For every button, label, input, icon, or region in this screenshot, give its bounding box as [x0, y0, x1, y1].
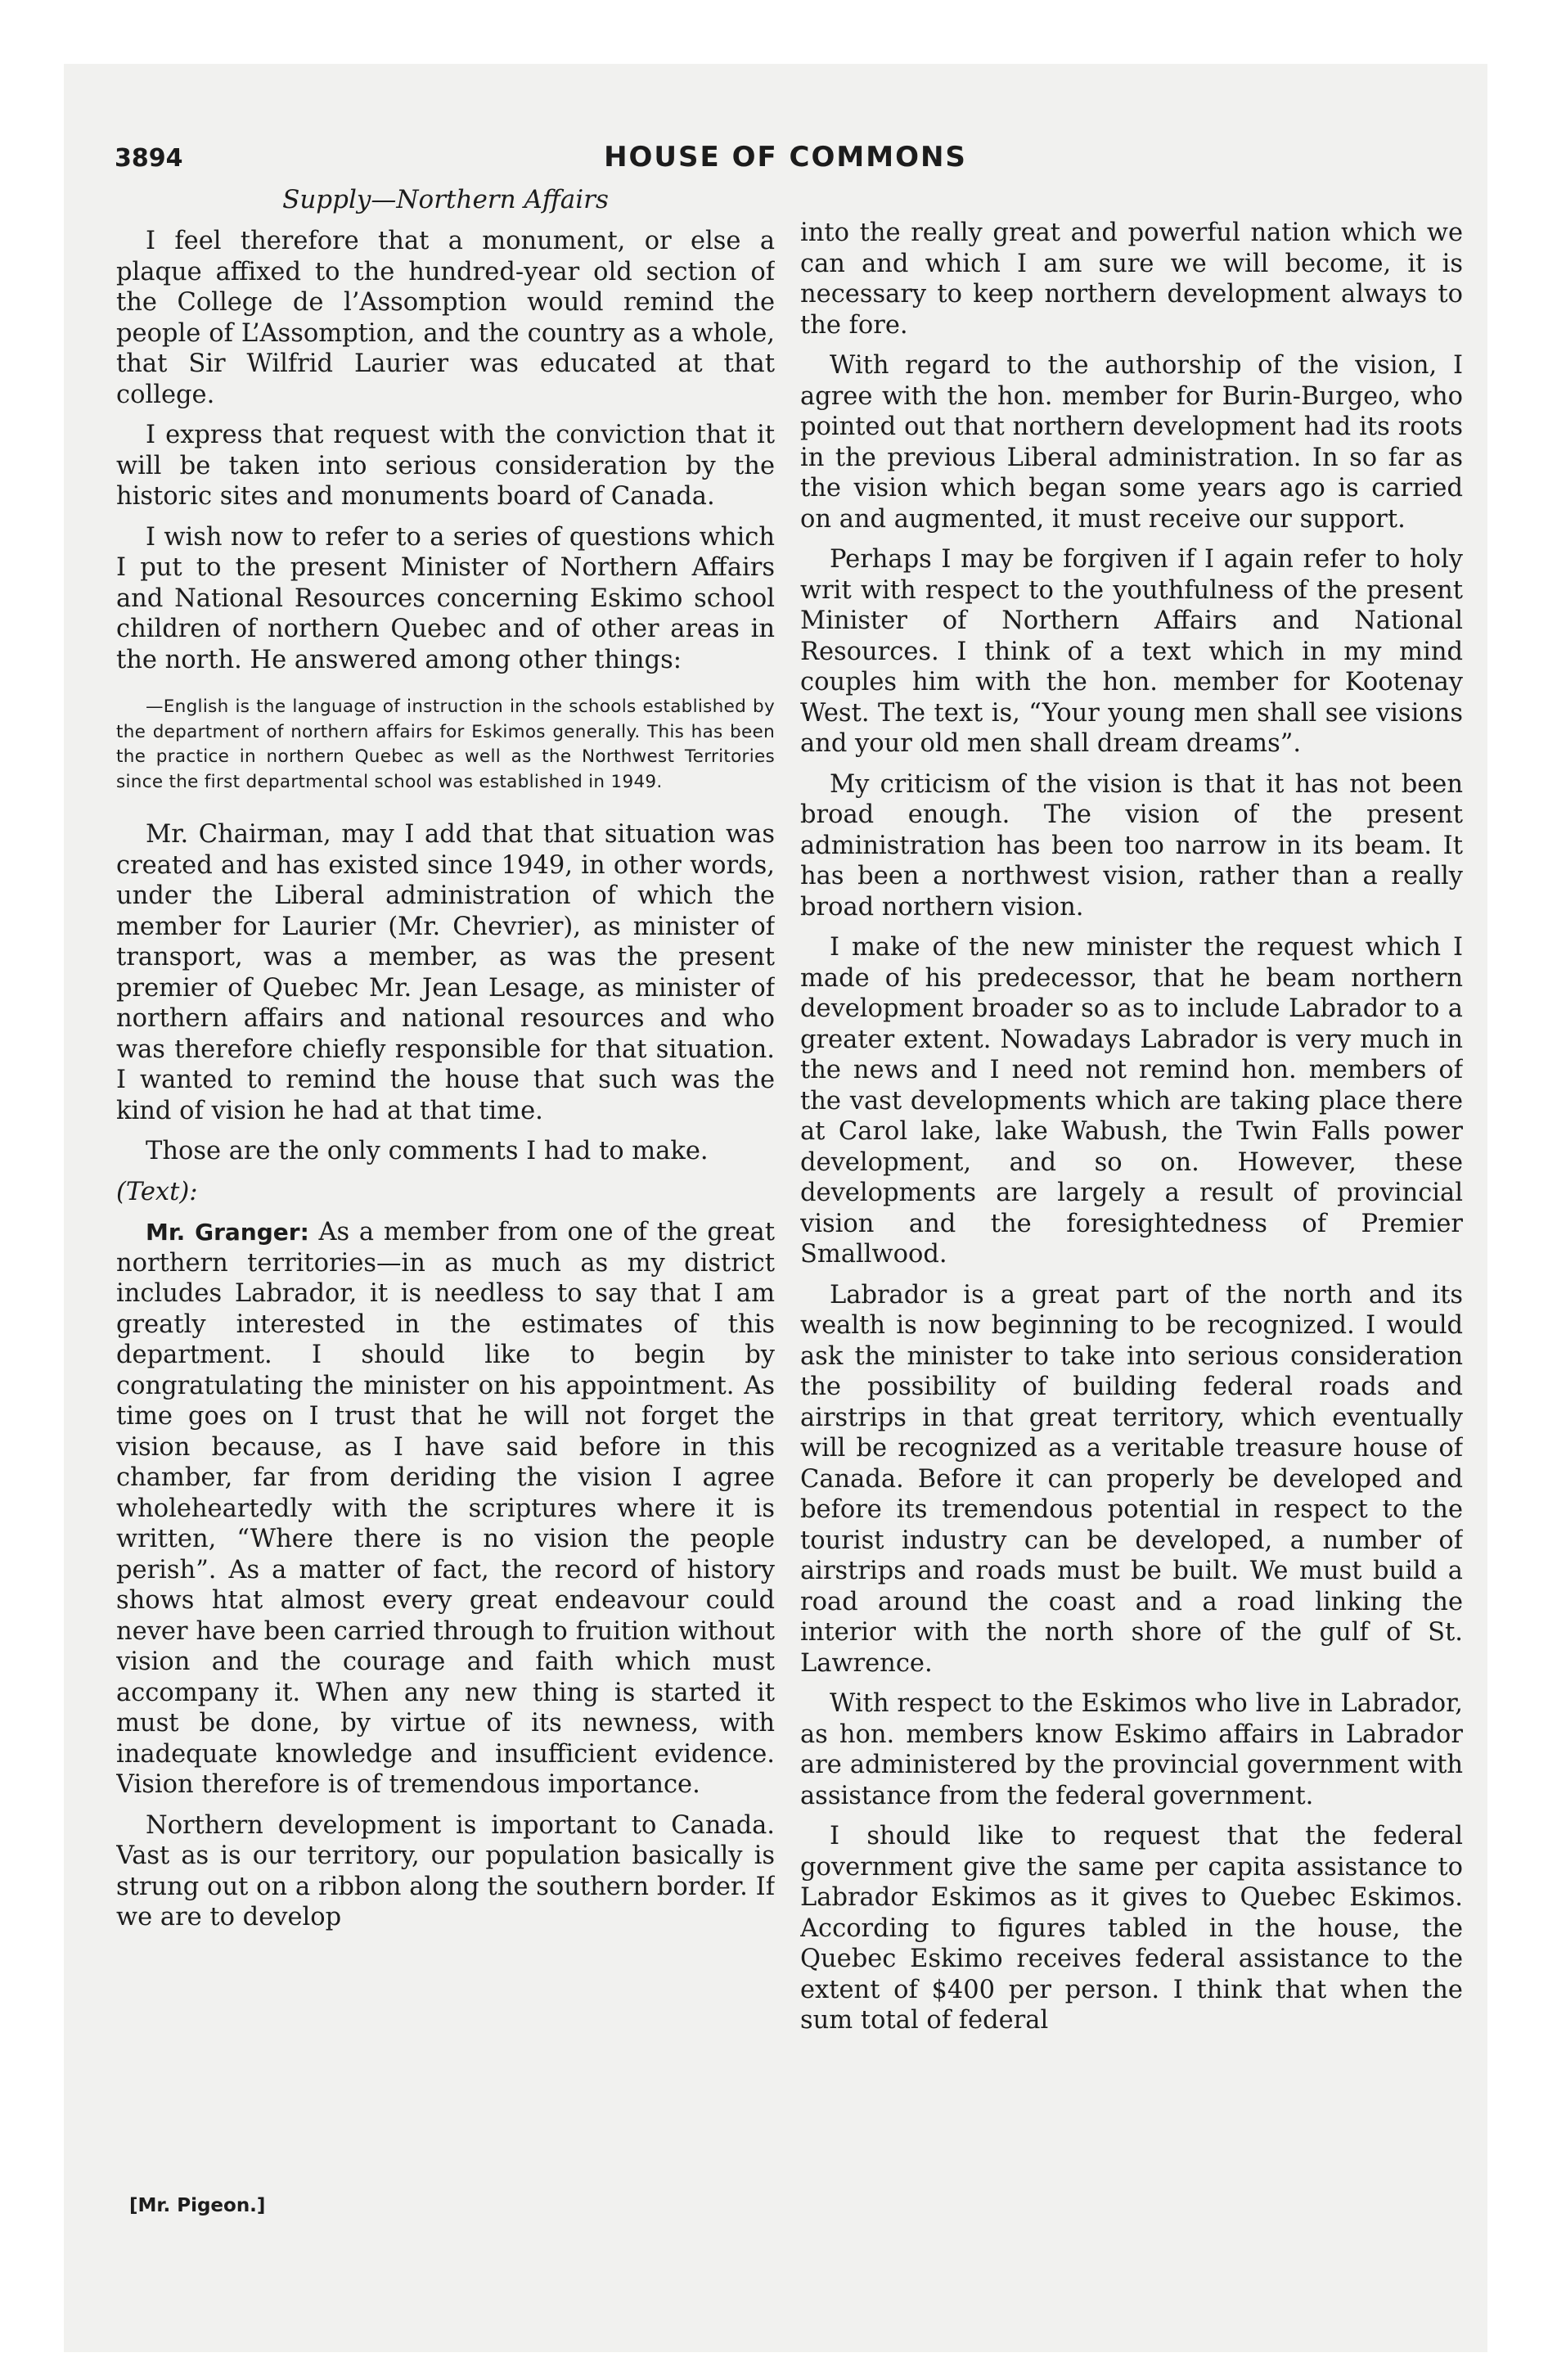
paragraph: Those are the only comments I had to make.	[146, 1137, 709, 1166]
paragraph: I make of the new minister the request which I made of his predecessor, that he beam northern development broader so as to include Labrador to a greater extent. Nowadays Labrador is very much in the news and I need not remind hon. members of the vast developments which are taking place there at Carol lake, lake Wabush, the Twin Falls power development, and so on. However, these developments are largely a result of provincial vision and the foresightedness of Premier Smallwood.	[800, 933, 1463, 1269]
text-marker-line	[116, 1177, 775, 1208]
paragraph: With respect to the Eskimos who live in Labrador, as hon. members know Eskimo affairs in Labrador are administered by the provincial government with assistance from the federal government.	[800, 1689, 1463, 1810]
running-head: HOUSE OF COMMONS	[604, 141, 967, 174]
paragraph: I feel therefore that a monument, or else a plaque affixed to the hundred-year old section of the College de l’Assomption would remind the people of L’Assomption, and the country as a whole, that Sir Wilfrid Laurier was educated at that college.	[116, 227, 775, 409]
speaker-paragraph	[116, 1217, 775, 1801]
paragraph: Mr. Chairman, may I add that that situation was created and has existed since 1949, in other words, under the Liberal administration of which the member for Laurier (Mr. Chevrier), as minister of transport, was a member, as was the present premier of Quebec Mr. Jean Lesage, as minister of northern affairs and national resources and who was therefore chiefly responsible for that situation. I wanted to remind the house that such was the kind of vision he had at that time.	[116, 820, 775, 1125]
paragraph: Perhaps I may be forgiven if I again refer to holy writ with respect to the youthfulness of the present Minister of Northern Affairs and National Resources. I think of a text which in my mind couples him with the hon. member for Kootenay West. The text is, “Your young men shall see visions and your old men shall dream dreams”.	[800, 545, 1463, 758]
paragraph: With regard to the authorship of the vision, I agree with the hon. member for Burin-Burgeo, who pointed out that northern development had its roots in the previous Liberal administration. In so far as the vision which began some years ago is carried on and augmented, it must receive our support.	[800, 351, 1463, 534]
page-number: 3894	[115, 144, 183, 173]
footer-attribution: [Mr. Pigeon.]	[129, 2195, 266, 2216]
page-header	[115, 141, 1456, 183]
block-quote: —English is the language of instruction in the schools established by the department of northern affairs for Eskimos generally. This has been the practice in northern Quebec as well as the Northwest Territories since the first departmental school was established in 1949.	[116, 696, 775, 792]
paragraph: My criticism of the vision is that it has not been broad enough. The vision of the present administration has been too narrow in its beam. It has been a northwest vision, rather than a really broad northern vision.	[800, 769, 1463, 922]
paragraph: into the really great and powerful nation which we can and which I am sure we will become, it is necessary to keep northern development always to the fore.	[800, 219, 1463, 340]
text-marker: (Text):	[116, 1177, 198, 1206]
paragraph: I wish now to refer to a series of questions which I put to the present Minister of Northern Affairs and National Resources concerning Eskimo school children of northern Quebec and of other areas in the north. He answered among other things:	[116, 522, 775, 674]
paragraph: I express that request with the conviction that it will be taken into serious consideration by the historic sites and monuments board of Canada.	[116, 421, 775, 511]
paragraph: Labrador is a great part of the north and its wealth is now beginning to be recognized. I would ask the minister to take into serious consideration the possibility of building federal roads and airstrips in that great territory, which eventually will be recognized as a veritable treasure house of Canada. Before it can properly be developed and before its tremendous potential in respect to the tourist industry can be developed, a number of airstrips and roads must be built. We must build a road around the coast and a road linking the interior with the north shore of the gulf of St. Lawrence.	[800, 1280, 1463, 1678]
right-column	[800, 218, 1463, 2290]
paragraph: I should like to request that the federal government give the same per capita assistance to Labrador Eskimos as it gives to Quebec Eskimos. According to figures tabled in the house, the Quebec Eskimo receives federal assistance to the extent of $400 per person. I think that when the sum total of federal	[800, 1822, 1463, 2035]
speech-text: As a member from one of the great northern territories—in as much as my district includes Labrador, it is needless to say that I am greatly interested in the estimates of this department. I should like to begin by congratulating the minister on his appointment. As time goes on I trust that he will not forget the vision because, as I have said before in this chamber, far from deriding the vision I agree wholeheartedly with the scriptures where it is written, “Where there is no vision the people perish”. As a matter of fact, the record of history shows htat almost every great endeavour could never have been carried through to fruition without vision and the courage and faith which must accompany it. When any new thing is started it must be done, by virtue of its newness, with inadequate knowledge and insufficient evidence. Vision therefore is of tremendous importance.	[116, 1218, 775, 1800]
section-heading: Supply—Northern Affairs	[282, 185, 609, 214]
paragraph: Northern development is important to Canada. Vast as is our territory, our population basically is strung out on a ribbon along the southern border. If we are to develop	[116, 1810, 775, 1932]
speaker-name: Mr. Granger:	[146, 1219, 309, 1246]
left-column	[116, 183, 775, 2290]
